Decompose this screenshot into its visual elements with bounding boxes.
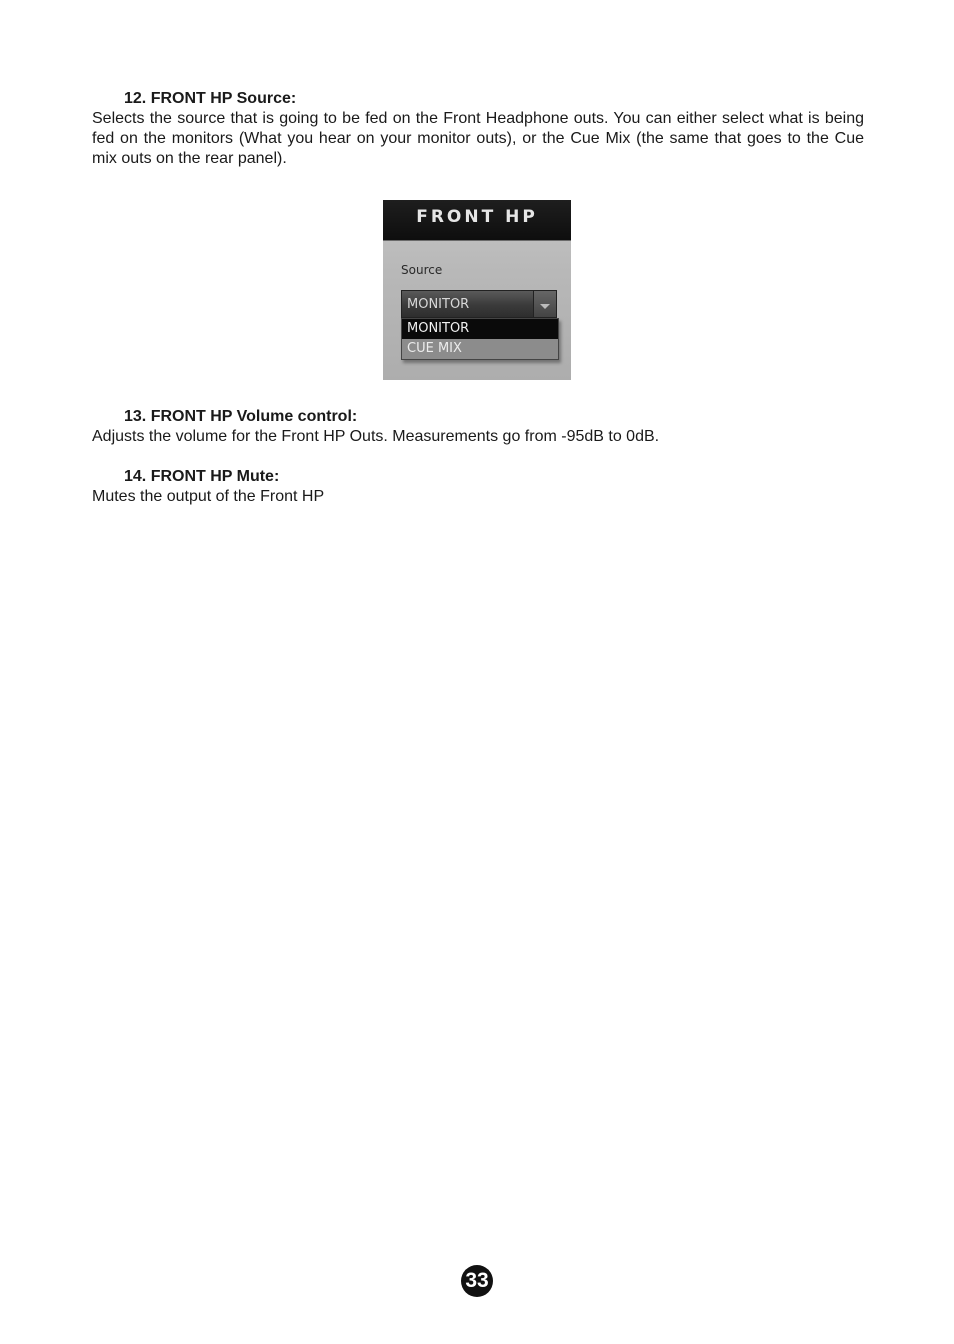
chevron-down-icon[interactable] [533, 291, 556, 317]
section-body: Mutes the output of the Front HP [92, 488, 325, 505]
section-heading: 12. FRONT HP Source: [124, 90, 297, 107]
section-heading: 14. FRONT HP Mute: [124, 468, 280, 485]
section-heading: 13. FRONT HP Volume control: [124, 408, 358, 425]
dropdown-option-monitor[interactable]: MONITOR [402, 319, 558, 339]
section-front-hp-volume [92, 407, 864, 447]
section-body: Selects the source that is going to be fed on the Front Headphone outs. You can either select what is being fed on the monitors (What you hear on your monitor outs), or the Cue Mix (the same that goes to the Cue mix outs on the rear panel). [92, 110, 864, 167]
source-select-value: MONITOR [407, 297, 470, 312]
section-body: Adjusts the volume for the Front HP Outs. Measurements go from -95dB to 0dB. [92, 428, 660, 445]
dropdown-option-cue-mix[interactable]: CUE MIX [407, 341, 462, 356]
panel-title: FRONT HP [416, 207, 538, 227]
front-hp-panel-screenshot [383, 200, 571, 380]
source-select[interactable] [401, 290, 557, 318]
section-front-hp-mute [92, 467, 864, 507]
source-dropdown-list [401, 318, 559, 360]
page-number: 33 [461, 1265, 493, 1297]
panel-header [383, 200, 571, 241]
section-front-hp-source [92, 89, 864, 169]
source-label: Source [401, 263, 443, 277]
